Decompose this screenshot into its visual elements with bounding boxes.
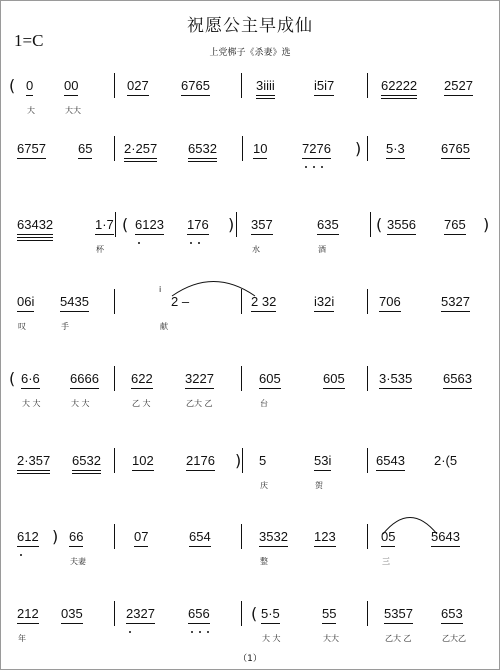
underline-beam bbox=[185, 388, 214, 389]
note-group bbox=[441, 141, 470, 157]
underline-beam bbox=[17, 470, 50, 471]
underline-beam bbox=[72, 473, 101, 474]
note-text: 5 bbox=[259, 453, 267, 468]
score-source: 上党梆子《杀妻》选 bbox=[209, 48, 291, 58]
note-text: 656 bbox=[188, 606, 210, 621]
barline bbox=[115, 212, 116, 237]
underline-beam bbox=[17, 473, 50, 474]
note-group bbox=[302, 141, 331, 157]
underline-beam bbox=[444, 95, 473, 96]
underline-beam bbox=[72, 470, 101, 471]
underline-beam bbox=[61, 623, 83, 624]
underline-beam bbox=[17, 240, 53, 241]
note-group bbox=[188, 141, 217, 157]
note-text: 2·257 bbox=[124, 141, 158, 156]
underline-beam bbox=[188, 623, 210, 624]
low-octave-dot bbox=[199, 631, 201, 633]
note-group bbox=[69, 529, 83, 545]
barline bbox=[367, 601, 368, 626]
barline bbox=[241, 366, 242, 391]
lyric: 大 大 bbox=[71, 399, 90, 408]
note-group bbox=[314, 294, 334, 310]
note-text: 035 bbox=[61, 606, 83, 621]
barline bbox=[114, 289, 115, 314]
note-text: 176 bbox=[187, 217, 209, 232]
note-group bbox=[72, 453, 101, 469]
note-group bbox=[134, 529, 148, 545]
barline bbox=[236, 212, 237, 237]
note-text: 6·6 bbox=[21, 371, 40, 386]
note-text: 5327 bbox=[441, 294, 470, 309]
note-group bbox=[17, 141, 46, 157]
lyric: 乙大 乙 bbox=[186, 399, 213, 408]
slur bbox=[382, 517, 438, 535]
underline-beam bbox=[314, 311, 334, 312]
barline bbox=[370, 212, 371, 237]
lyric: 大 bbox=[27, 106, 35, 115]
underline-beam bbox=[188, 158, 217, 159]
underline-beam bbox=[314, 546, 336, 547]
lyric: 三 bbox=[382, 557, 390, 566]
note-group bbox=[443, 371, 472, 387]
note-group bbox=[61, 606, 83, 622]
barline bbox=[367, 73, 368, 98]
underline-beam bbox=[441, 158, 470, 159]
note-group bbox=[259, 529, 288, 545]
note-group bbox=[78, 141, 92, 157]
lyric: 庆 bbox=[260, 481, 268, 490]
note-group bbox=[259, 453, 266, 469]
barline bbox=[367, 366, 368, 391]
lyric: 献 bbox=[160, 322, 168, 331]
underline-beam bbox=[17, 237, 53, 238]
note-group bbox=[21, 371, 40, 387]
note-text: 212 bbox=[17, 606, 39, 621]
underline-beam bbox=[381, 95, 417, 96]
parenthesis: ( bbox=[9, 76, 16, 95]
lyric: 大 大 bbox=[262, 634, 281, 643]
low-octave-dot bbox=[198, 242, 200, 244]
underline-beam bbox=[95, 234, 114, 235]
note-text: 55 bbox=[322, 606, 337, 621]
parenthesis: ) bbox=[483, 215, 490, 234]
note-text: 653 bbox=[441, 606, 463, 621]
note-text: 07 bbox=[134, 529, 149, 544]
note-text: 66 bbox=[69, 529, 84, 544]
note-text: 5·5 bbox=[261, 606, 280, 621]
barline bbox=[241, 524, 242, 549]
score-row bbox=[1, 362, 500, 422]
underline-beam bbox=[135, 234, 164, 235]
note-text: 6666 bbox=[70, 371, 99, 386]
low-octave-dot bbox=[207, 631, 209, 633]
underline-beam bbox=[189, 546, 211, 547]
lyric: 乙大乙 bbox=[442, 634, 466, 643]
barline bbox=[241, 73, 242, 98]
underline-beam bbox=[134, 546, 148, 547]
note-group bbox=[132, 453, 154, 469]
note-group bbox=[17, 217, 53, 233]
underline-beam bbox=[256, 95, 275, 96]
note-text: 654 bbox=[189, 529, 211, 544]
note-group bbox=[17, 453, 50, 469]
note-group bbox=[314, 453, 331, 469]
underline-beam bbox=[251, 234, 273, 235]
underline-beam bbox=[381, 546, 395, 547]
note-group bbox=[251, 217, 273, 233]
lyric: 夫妻 bbox=[70, 557, 86, 566]
note-group bbox=[376, 453, 405, 469]
key-signature: 1=C bbox=[14, 31, 44, 50]
underline-beam bbox=[186, 470, 215, 471]
note-text: 5·3 bbox=[386, 141, 405, 156]
note-group bbox=[384, 606, 413, 622]
underline-beam bbox=[17, 158, 46, 159]
underline-beam bbox=[314, 470, 331, 471]
note-group bbox=[60, 294, 89, 310]
underline-beam bbox=[17, 311, 34, 312]
note-text: 0 bbox=[26, 78, 34, 93]
note-text: 3227 bbox=[185, 371, 214, 386]
underline-beam bbox=[384, 623, 413, 624]
note-group bbox=[259, 371, 281, 387]
note-text: 3iiii bbox=[256, 78, 275, 93]
score-row bbox=[1, 444, 500, 504]
low-octave-dot bbox=[190, 242, 192, 244]
underline-beam bbox=[131, 388, 153, 389]
barline bbox=[367, 524, 368, 549]
note-text: 1·7 bbox=[95, 217, 114, 232]
note-group bbox=[314, 78, 334, 94]
note-text: 3556 bbox=[387, 217, 416, 232]
note-text: 3·535 bbox=[379, 371, 413, 386]
note-group bbox=[261, 606, 280, 622]
underline-beam bbox=[387, 234, 416, 235]
underline-beam bbox=[444, 234, 466, 235]
note-group bbox=[131, 371, 153, 387]
note-group bbox=[17, 529, 39, 545]
note-group bbox=[386, 141, 405, 157]
lyric: 大大 bbox=[323, 634, 339, 643]
lyric: 乙 大 bbox=[132, 399, 151, 408]
underline-beam bbox=[188, 161, 217, 162]
barline bbox=[367, 448, 368, 473]
underline-beam bbox=[251, 311, 276, 312]
note-text: 5357 bbox=[384, 606, 413, 621]
note-text: 00 bbox=[64, 78, 79, 93]
low-octave-dot bbox=[138, 242, 140, 244]
score-title: 祝愿公主早成仙 bbox=[187, 16, 313, 36]
note-text: 65 bbox=[78, 141, 93, 156]
lyric: 杯 bbox=[96, 245, 104, 254]
parenthesis: ( bbox=[9, 369, 16, 388]
note-group bbox=[126, 606, 155, 622]
score-row bbox=[1, 69, 500, 129]
parenthesis: ) bbox=[52, 527, 59, 546]
note-group bbox=[17, 294, 34, 310]
underline-beam bbox=[126, 623, 155, 624]
underline-beam bbox=[127, 95, 149, 96]
underline-beam bbox=[441, 311, 470, 312]
underline-beam bbox=[17, 546, 39, 547]
underline-beam bbox=[124, 161, 157, 162]
barline bbox=[114, 448, 115, 473]
note-group bbox=[185, 371, 214, 387]
barline bbox=[367, 289, 368, 314]
note-group bbox=[17, 606, 39, 622]
note-text: 06i bbox=[17, 294, 35, 309]
note-text: 53i bbox=[314, 453, 332, 468]
note-group bbox=[187, 217, 209, 233]
underline-beam bbox=[21, 388, 40, 389]
parenthesis: ) bbox=[228, 215, 235, 234]
note-group bbox=[314, 529, 336, 545]
underline-beam bbox=[443, 388, 472, 389]
lyric: 酒 bbox=[318, 245, 326, 254]
low-octave-dot bbox=[305, 166, 307, 168]
underline-beam bbox=[376, 470, 405, 471]
underline-beam bbox=[60, 311, 89, 312]
note-group bbox=[317, 217, 339, 233]
note-text: 102 bbox=[132, 453, 154, 468]
note-group bbox=[444, 217, 466, 233]
note-text: 6765 bbox=[181, 78, 210, 93]
note-text: 123 bbox=[314, 529, 336, 544]
low-octave-dot bbox=[313, 166, 315, 168]
grace-note: i bbox=[159, 285, 162, 294]
note-text: 765 bbox=[444, 217, 466, 232]
lyric: 水 bbox=[252, 245, 260, 254]
note-text: 612 bbox=[17, 529, 39, 544]
note-text: 706 bbox=[379, 294, 401, 309]
lyric: 手 bbox=[61, 322, 69, 331]
underline-beam bbox=[386, 158, 405, 159]
note-group bbox=[70, 371, 99, 387]
note-text: i5i7 bbox=[314, 78, 335, 93]
note-text: 2 32 bbox=[251, 294, 277, 309]
note-text: 05 bbox=[381, 529, 396, 544]
score-row bbox=[1, 132, 500, 192]
page-number: （1） bbox=[238, 654, 262, 664]
parenthesis: ( bbox=[251, 604, 258, 623]
note-group bbox=[434, 453, 457, 469]
note-text: 6757 bbox=[17, 141, 46, 156]
note-text: 635 bbox=[317, 217, 339, 232]
note-text: 357 bbox=[251, 217, 273, 232]
barline bbox=[241, 601, 242, 626]
underline-beam bbox=[26, 95, 33, 96]
underline-beam bbox=[431, 546, 460, 547]
lyric: 大 大 bbox=[22, 399, 41, 408]
note-text: 6532 bbox=[188, 141, 217, 156]
barline bbox=[242, 136, 243, 161]
underline-beam bbox=[302, 158, 331, 159]
parenthesis: ) bbox=[235, 451, 242, 470]
note-text: 605 bbox=[259, 371, 281, 386]
note-group bbox=[189, 529, 211, 545]
note-text: i32i bbox=[314, 294, 335, 309]
note-text: 7276 bbox=[302, 141, 331, 156]
underline-beam bbox=[124, 158, 157, 159]
note-text: 6123 bbox=[135, 217, 164, 232]
underline-beam bbox=[69, 546, 83, 547]
note-text: 3532 bbox=[259, 529, 288, 544]
lyric: 台 bbox=[260, 399, 268, 408]
underline-beam bbox=[259, 388, 281, 389]
note-text: 2 – bbox=[171, 294, 190, 309]
note-group bbox=[127, 78, 149, 94]
note-text: 2327 bbox=[126, 606, 155, 621]
underline-beam bbox=[78, 158, 92, 159]
underline-beam bbox=[253, 158, 267, 159]
score-row bbox=[1, 597, 500, 657]
barline bbox=[114, 524, 115, 549]
underline-beam bbox=[70, 388, 99, 389]
parenthesis: ( bbox=[122, 215, 129, 234]
underline-beam bbox=[314, 95, 334, 96]
note-group bbox=[322, 606, 336, 622]
barline bbox=[114, 366, 115, 391]
parenthesis: ( bbox=[376, 215, 383, 234]
note-text: 2·357 bbox=[17, 453, 51, 468]
underline-beam bbox=[256, 98, 275, 99]
note-group bbox=[381, 78, 417, 94]
underline-beam bbox=[379, 311, 401, 312]
note-group bbox=[26, 78, 33, 94]
note-text: 2·(5 bbox=[434, 453, 458, 468]
barline bbox=[114, 73, 115, 98]
note-group bbox=[441, 294, 470, 310]
lyric: 年 bbox=[18, 634, 26, 643]
underline-beam bbox=[441, 623, 463, 624]
parenthesis: ) bbox=[355, 139, 362, 158]
underline-beam bbox=[323, 388, 345, 389]
barline bbox=[114, 136, 115, 161]
note-text: 62222 bbox=[381, 78, 418, 93]
low-octave-dot bbox=[20, 554, 22, 556]
note-group bbox=[64, 78, 78, 94]
slur bbox=[171, 281, 256, 297]
underline-beam bbox=[259, 546, 288, 547]
note-group bbox=[253, 141, 267, 157]
underline-beam bbox=[187, 234, 209, 235]
note-group bbox=[379, 294, 401, 310]
underline-beam bbox=[132, 470, 154, 471]
note-group bbox=[95, 217, 114, 233]
underline-beam bbox=[317, 234, 339, 235]
note-group bbox=[323, 371, 345, 387]
note-text: 5435 bbox=[60, 294, 89, 309]
note-group bbox=[135, 217, 164, 233]
lyric: 叹 bbox=[18, 322, 26, 331]
note-group bbox=[186, 453, 215, 469]
low-octave-dot bbox=[129, 631, 131, 633]
underline-beam bbox=[17, 234, 53, 235]
note-group bbox=[379, 371, 412, 387]
note-text: 605 bbox=[323, 371, 345, 386]
note-text: 2527 bbox=[444, 78, 473, 93]
underline-beam bbox=[322, 623, 336, 624]
note-group bbox=[387, 217, 416, 233]
note-text: 6543 bbox=[376, 453, 405, 468]
note-text: 10 bbox=[253, 141, 268, 156]
note-text: 2176 bbox=[186, 453, 215, 468]
lyric: 整 bbox=[260, 557, 268, 566]
note-text: 6765 bbox=[441, 141, 470, 156]
barline bbox=[367, 136, 368, 161]
note-text: 6532 bbox=[72, 453, 101, 468]
lyric: 乙大 乙 bbox=[385, 634, 412, 643]
note-text: 5643 bbox=[431, 529, 460, 544]
barline bbox=[242, 448, 243, 473]
underline-beam bbox=[261, 623, 280, 624]
underline-beam bbox=[17, 623, 39, 624]
note-group bbox=[124, 141, 157, 157]
score-row bbox=[1, 208, 500, 268]
lyric: 贺 bbox=[315, 481, 323, 490]
note-group bbox=[441, 606, 463, 622]
barline bbox=[114, 601, 115, 626]
underline-beam bbox=[381, 98, 417, 99]
lyric: 大大 bbox=[65, 106, 81, 115]
note-group bbox=[188, 606, 210, 622]
note-text: 63432 bbox=[17, 217, 54, 232]
note-text: 622 bbox=[131, 371, 153, 386]
note-text: 027 bbox=[127, 78, 149, 93]
underline-beam bbox=[181, 95, 210, 96]
underline-beam bbox=[64, 95, 78, 96]
underline-beam bbox=[379, 388, 412, 389]
note-group bbox=[256, 78, 275, 94]
note-group bbox=[181, 78, 210, 94]
note-text: 6563 bbox=[443, 371, 472, 386]
low-octave-dot bbox=[191, 631, 193, 633]
note-group bbox=[444, 78, 473, 94]
low-octave-dot bbox=[321, 166, 323, 168]
